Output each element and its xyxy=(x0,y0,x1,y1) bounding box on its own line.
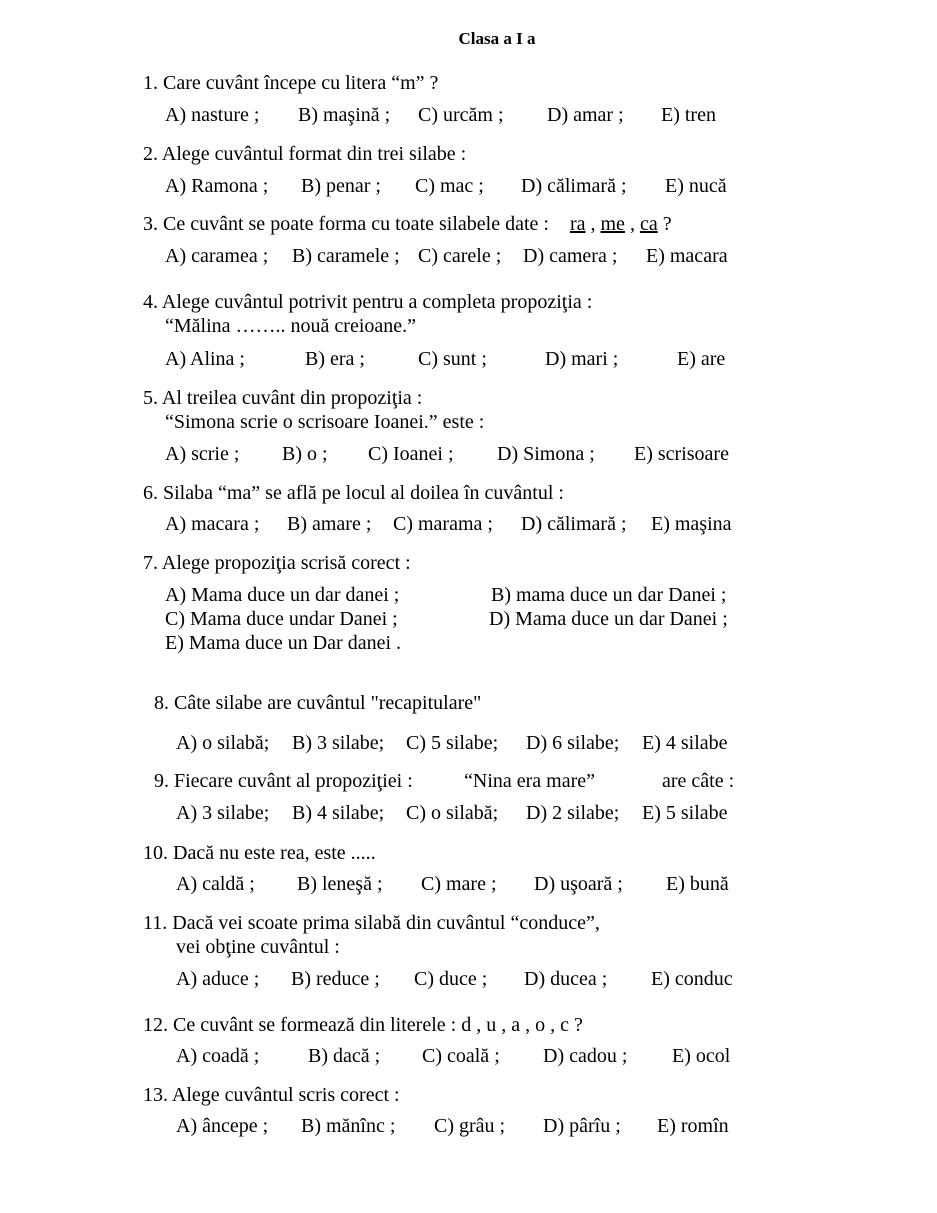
option-d[interactable]: D) Simona ; xyxy=(497,443,595,465)
option-a[interactable]: A) o silabă; xyxy=(176,732,270,754)
option-e[interactable]: E) 4 silabe xyxy=(642,732,728,754)
option-c[interactable]: C) coală ; xyxy=(422,1045,500,1067)
question-4: 4. Alege cuvântul potrivit pentru a completa propoziţia : xyxy=(143,291,593,313)
question-4-sentence: “Mălina …….. nouă creioane.” xyxy=(165,315,417,337)
option-a[interactable]: A) Alina ; xyxy=(165,348,245,370)
option-b[interactable]: B) leneşă ; xyxy=(297,873,383,895)
question-9 xyxy=(154,769,413,793)
option-c[interactable]: C) marama ; xyxy=(393,513,493,535)
option-b[interactable]: B) penar ; xyxy=(301,175,381,197)
option-a[interactable]: A) aduce ; xyxy=(176,968,260,990)
option-b[interactable]: B) amare ; xyxy=(287,513,372,535)
option-b[interactable]: B) caramele ; xyxy=(292,245,400,267)
option-c[interactable]: C) 5 silabe; xyxy=(406,732,499,754)
option-e[interactable]: E) tren xyxy=(661,104,716,126)
question-11-line2: vei obţine cuvântul : xyxy=(176,936,340,958)
question-9-end: are câte : xyxy=(662,770,735,792)
question-5-sentence: “Simona scrie o scrisoare Ioanei.” este : xyxy=(165,411,485,433)
syllable-ra: ra xyxy=(569,213,586,235)
option-c[interactable]: C) sunt ; xyxy=(418,348,487,370)
option-b[interactable]: B) reduce ; xyxy=(291,968,380,990)
option-c[interactable]: C) mare ; xyxy=(421,873,497,895)
option-a[interactable]: A) caldă ; xyxy=(176,873,255,895)
option-a[interactable]: A) macara ; xyxy=(165,513,260,535)
option-e[interactable]: E) are xyxy=(677,348,726,370)
option-e[interactable]: E) maşina xyxy=(651,513,732,535)
option-b[interactable]: B) mama duce un dar Danei ; xyxy=(491,584,727,606)
option-a[interactable]: A) nasture ; xyxy=(165,104,260,126)
option-c[interactable]: C) mac ; xyxy=(415,175,484,197)
option-a[interactable]: A) scrie ; xyxy=(165,443,240,465)
option-d[interactable]: D) uşoară ; xyxy=(534,873,623,895)
option-d[interactable]: D) amar ; xyxy=(547,104,624,126)
separator: , xyxy=(629,213,635,235)
option-b[interactable]: B) dacă ; xyxy=(308,1045,381,1067)
question-9-text: 9. Fiecare cuvânt al propoziţiei : xyxy=(154,770,413,792)
option-b[interactable]: B) 4 silabe; xyxy=(292,802,385,824)
option-e[interactable]: E) Mama duce un Dar danei . xyxy=(165,632,402,654)
question-6: 6. Silaba “ma” se află pe locul al doilea în cuvântul : xyxy=(143,482,564,504)
separator: , xyxy=(590,213,596,235)
question-12: 12. Ce cuvânt se formează din literele : d , u , a , o , c ? xyxy=(143,1014,583,1036)
question-mark: ? xyxy=(662,213,672,235)
option-a[interactable]: A) Ramona ; xyxy=(165,175,269,197)
option-b[interactable]: B) mănînc ; xyxy=(301,1115,396,1137)
option-c[interactable]: C) o silabă; xyxy=(406,802,499,824)
option-a[interactable]: A) Mama duce un dar danei ; xyxy=(165,584,400,606)
option-d[interactable]: D) 2 silabe; xyxy=(526,802,620,824)
option-c[interactable]: C) carele ; xyxy=(418,245,502,267)
option-e[interactable]: E) macara xyxy=(646,245,728,267)
option-e[interactable]: E) bună xyxy=(666,873,729,895)
option-a[interactable]: A) 3 silabe; xyxy=(176,802,270,824)
question-8: 8. Câte silabe are cuvântul "recapitulare" xyxy=(154,692,482,714)
option-c[interactable]: C) duce ; xyxy=(414,968,488,990)
option-c[interactable]: C) Mama duce undar Danei ; xyxy=(165,608,398,630)
question-10: 10. Dacă nu este rea, este ..... xyxy=(143,842,376,864)
option-d[interactable]: D) cadou ; xyxy=(543,1045,628,1067)
option-b[interactable]: B) 3 silabe; xyxy=(292,732,385,754)
option-a[interactable]: A) caramea ; xyxy=(165,245,269,267)
option-d[interactable]: D) mari ; xyxy=(545,348,619,370)
question-3 xyxy=(143,212,672,236)
question-9-quote: “Nina era mare” xyxy=(464,770,596,792)
option-e[interactable]: E) scrisoare xyxy=(634,443,729,465)
option-d[interactable]: D) călimară ; xyxy=(521,175,627,197)
option-c[interactable]: C) Ioanei ; xyxy=(368,443,454,465)
question-5: 5. Al treilea cuvânt din propoziţia : xyxy=(143,387,423,409)
option-b[interactable]: B) era ; xyxy=(305,348,365,370)
page-title: Clasa a I a xyxy=(458,29,536,48)
syllable-me: me xyxy=(600,213,625,235)
option-d[interactable]: D) călimară ; xyxy=(521,513,627,535)
option-e[interactable]: E) romîn xyxy=(657,1115,729,1137)
question-1: 1. Care cuvânt începe cu litera “m” ? xyxy=(143,72,439,94)
option-d[interactable]: D) camera ; xyxy=(523,245,618,267)
option-a[interactable]: A) coadă ; xyxy=(176,1045,260,1067)
option-d[interactable]: D) ducea ; xyxy=(524,968,608,990)
option-d[interactable]: D) 6 silabe; xyxy=(526,732,620,754)
option-b[interactable]: B) maşină ; xyxy=(298,104,391,126)
question-2: 2. Alege cuvântul format din trei silabe : xyxy=(143,143,467,165)
question-13: 13. Alege cuvântul scris corect : xyxy=(143,1084,400,1106)
option-e[interactable]: E) conduc xyxy=(651,968,733,990)
question-7: 7. Alege propoziţia scrisă corect : xyxy=(143,552,411,574)
question-3-text: 3. Ce cuvânt se poate forma cu toate silabele date : xyxy=(143,213,549,235)
option-e[interactable]: E) 5 silabe xyxy=(642,802,728,824)
question-11: 11. Dacă vei scoate prima silabă din cuvântul “conduce”, xyxy=(143,912,600,934)
syllable-ca: ca xyxy=(639,213,658,235)
option-d[interactable]: D) Mama duce un dar Danei ; xyxy=(489,608,728,630)
option-c[interactable]: C) urcăm ; xyxy=(418,104,504,126)
option-d[interactable]: D) pârîu ; xyxy=(543,1115,621,1137)
option-c[interactable]: C) grâu ; xyxy=(434,1115,506,1137)
option-b[interactable]: B) o ; xyxy=(282,443,328,465)
option-a[interactable]: A) âncepe ; xyxy=(176,1115,269,1137)
option-e[interactable]: E) ocol xyxy=(672,1045,731,1067)
option-e[interactable]: E) nucă xyxy=(665,175,727,197)
